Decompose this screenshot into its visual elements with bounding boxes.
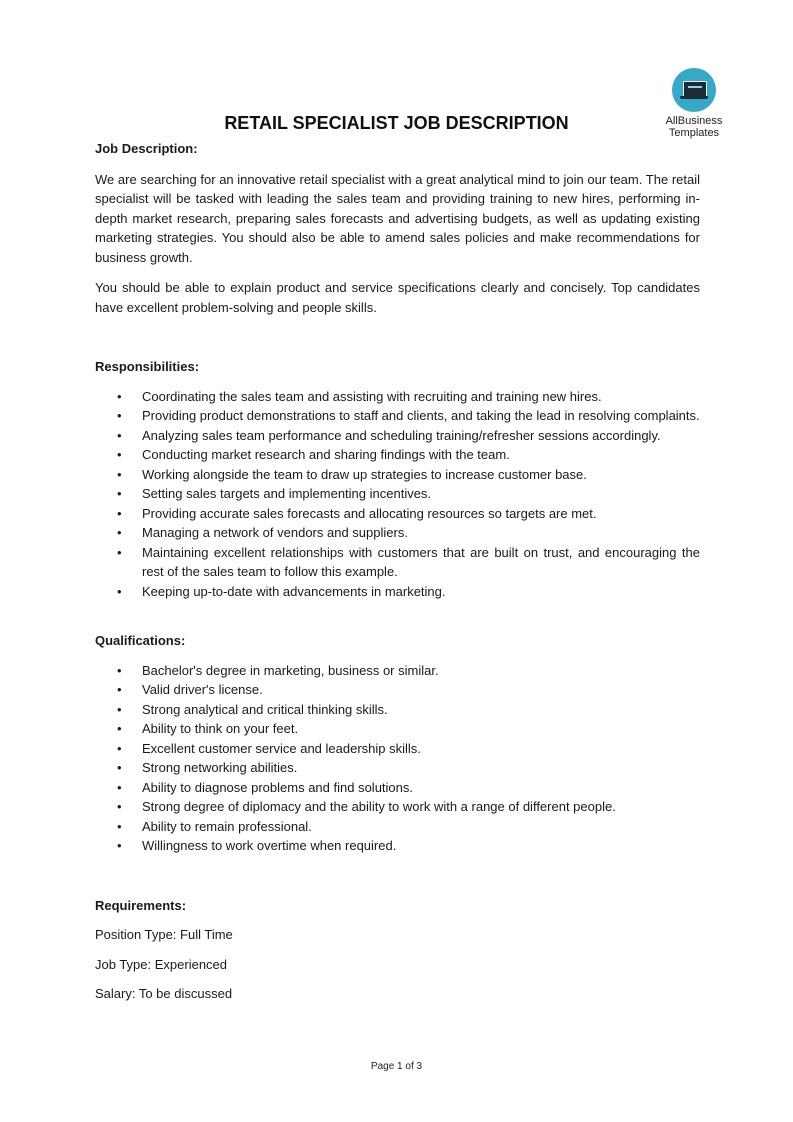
list-item: • Excellent customer service and leadership skills.	[95, 739, 700, 759]
list-item: • Conducting market research and sharing findings with the team.	[95, 445, 700, 465]
list-item: • Coordinating the sales team and assisting with recruiting and training new hires.	[95, 387, 700, 407]
list-item: • Analyzing sales team performance and scheduling training/refresher sessions accordingly.	[95, 426, 700, 446]
list-item: • Ability to remain professional.	[95, 817, 700, 837]
list-item: • Providing accurate sales forecasts and allocating resources so targets are met.	[95, 504, 700, 524]
list-item: • Managing a network of vendors and suppliers.	[95, 523, 700, 543]
list-item: • Willingness to work overtime when required.	[95, 836, 700, 856]
list-item: • Bachelor's degree in marketing, business or similar.	[95, 661, 700, 681]
document-body	[95, 139, 700, 1004]
list-item: • Providing product demonstrations to staff and clients, and taking the lead in resolving complaints.	[95, 406, 700, 426]
salary: Salary: To be discussed	[95, 986, 233, 1001]
job-description-heading: Job Description:	[95, 141, 198, 156]
list-item: • Valid driver's license.	[95, 680, 700, 700]
qualifications-list	[95, 661, 700, 856]
list-item: • Setting sales targets and implementing incentives.	[95, 484, 700, 504]
list-item: • Maintaining excellent relationships with customers that are built on trust, and encouraging the rest of the sales team to follow this example.	[95, 543, 700, 582]
position-type: Position Type: Full Time	[95, 927, 233, 942]
list-item: • Ability to think on your feet.	[95, 719, 700, 739]
list-item: • Strong networking abilities.	[95, 758, 700, 778]
responsibilities-list	[95, 387, 700, 602]
responsibilities-heading: Responsibilities:	[95, 359, 200, 374]
list-item: • Strong analytical and critical thinking skills.	[95, 700, 700, 720]
laptop-icon	[672, 68, 716, 112]
document-title: RETAIL SPECIALIST JOB DESCRIPTION	[224, 113, 569, 133]
requirements-heading: Requirements:	[95, 897, 187, 913]
page-number: Page 1 of 3	[370, 1061, 423, 1072]
list-item: • Keeping up-to-date with advancements in marketing.	[95, 582, 700, 602]
logo-text: AllBusiness Templates	[665, 115, 723, 139]
list-item: • Strong degree of diplomacy and the ability to work with a range of different people.	[95, 797, 700, 817]
job-description-paragraph-1: We are searching for an innovative retail specialist with a great analytical mind to join our team. The retail specialist will be tasked with leading the sales team and providing training to new hires, performing in-depth market research, preparing sales forecasts and advertising budgets, as well as updating existing marketing strategies. You should also be able to amend sales policies and make recommendations for business growth.	[95, 171, 700, 265]
list-item: • Working alongside the team to draw up strategies to increase customer base.	[95, 465, 700, 485]
job-description-paragraph-2: You should be able to explain product and service specifications clearly and concisely. Top candidates have excellent problem-solving and people skills.	[95, 280, 700, 315]
list-item: • Ability to diagnose problems and find solutions.	[95, 778, 700, 798]
qualifications-heading: Qualifications:	[95, 633, 186, 648]
job-type: Job Type: Experienced	[95, 956, 228, 972]
